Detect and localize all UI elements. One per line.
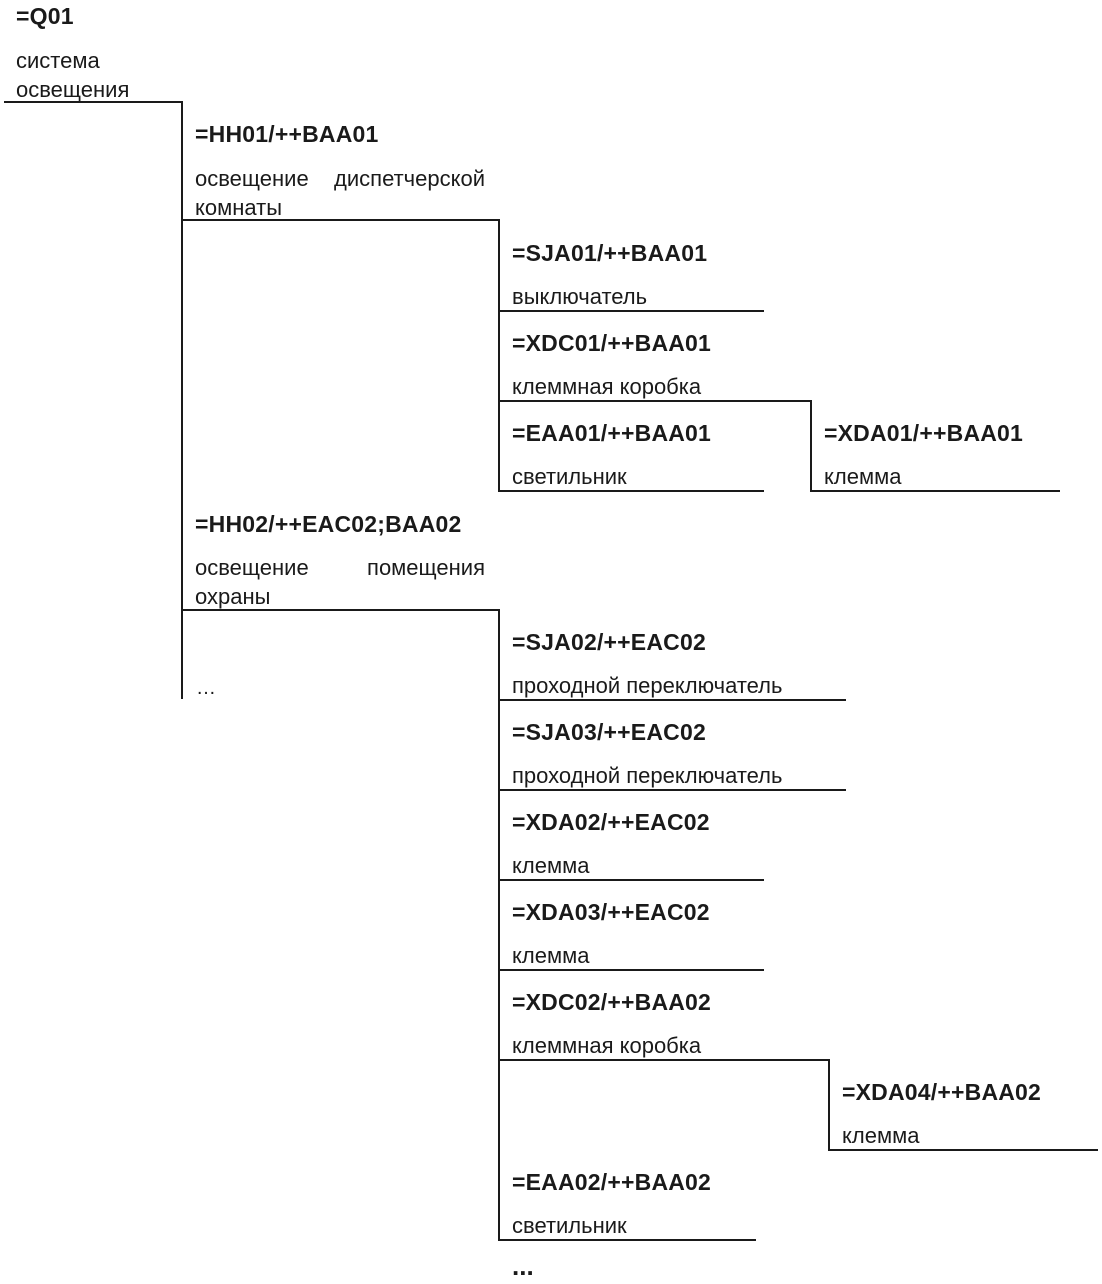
xda01-node-description: клемма — [824, 464, 902, 489]
hh01-children-connector — [498, 219, 500, 491]
sja03-node-description: проходной переключатель — [512, 763, 783, 788]
sja02-node-description: проходной переключатель — [512, 673, 783, 698]
hh02-node-description: освещение помещения охраны — [195, 555, 485, 609]
level1-continuation-ellipsis: … — [196, 677, 216, 699]
eaa02-node-code: =EAA02/++BAA02 — [512, 1169, 712, 1195]
xda04-node-description: клемма — [842, 1123, 920, 1148]
eaa01-node-code: =EAA01/++BAA01 — [512, 420, 712, 446]
sja02-node-code: =SJA02/++EAC02 — [512, 629, 706, 655]
xdc02-node-code: =XDC02/++BAA02 — [512, 989, 712, 1015]
eaa01-node-description: светильник — [512, 464, 627, 489]
hh01-node-code: =HH01/++BAA01 — [195, 121, 379, 147]
sja01-node-description: выключатель — [512, 284, 648, 309]
xdc01-children-connector — [810, 400, 812, 491]
xda02-node-code: =XDA02/++EAC02 — [512, 809, 710, 835]
hh01-node-description: освещение диспетчерской комнаты — [195, 166, 485, 220]
hh02-node-code: =HH02/++EAC02;BAA02 — [195, 511, 462, 537]
root-node-description: система освещения — [16, 48, 130, 102]
sja03-underline — [498, 789, 846, 791]
xdc01-underline — [498, 400, 810, 402]
level2-continuation-ellipsis: ... — [512, 1251, 534, 1281]
xda02-underline — [498, 879, 764, 881]
xda04-underline — [828, 1149, 1098, 1151]
sja02-underline — [498, 699, 846, 701]
xda03-node-code: =XDA03/++EAC02 — [512, 899, 710, 925]
hh02-underline — [181, 609, 499, 611]
eaa01-underline — [498, 490, 764, 492]
sja01-underline — [498, 310, 764, 312]
sja01-node-code: =SJA01/++BAA01 — [512, 240, 708, 266]
xda02-node-description: клемма — [512, 853, 590, 878]
sja03-node-code: =SJA03/++EAC02 — [512, 719, 706, 745]
hh01-underline — [181, 219, 499, 221]
xda01-underline — [810, 490, 1060, 492]
xdc02-underline — [498, 1059, 828, 1061]
xdc02-children-connector — [828, 1059, 830, 1150]
xda03-underline — [498, 969, 764, 971]
xdc02-node-description: клеммная коробка — [512, 1033, 702, 1058]
hh02-children-connector — [498, 609, 500, 1241]
xdc01-node-description: клеммная коробка — [512, 374, 702, 399]
xda01-node-code: =XDA01/++BAA01 — [824, 420, 1024, 446]
xda03-node-description: клемма — [512, 943, 590, 968]
root-underline — [4, 101, 181, 103]
eaa02-underline — [498, 1239, 756, 1241]
xdc01-node-code: =XDC01/++BAA01 — [512, 330, 712, 356]
eaa02-node-description: светильник — [512, 1213, 627, 1238]
xda04-node-code: =XDA04/++BAA02 — [842, 1079, 1042, 1105]
root-node-code: =Q01 — [16, 3, 74, 29]
